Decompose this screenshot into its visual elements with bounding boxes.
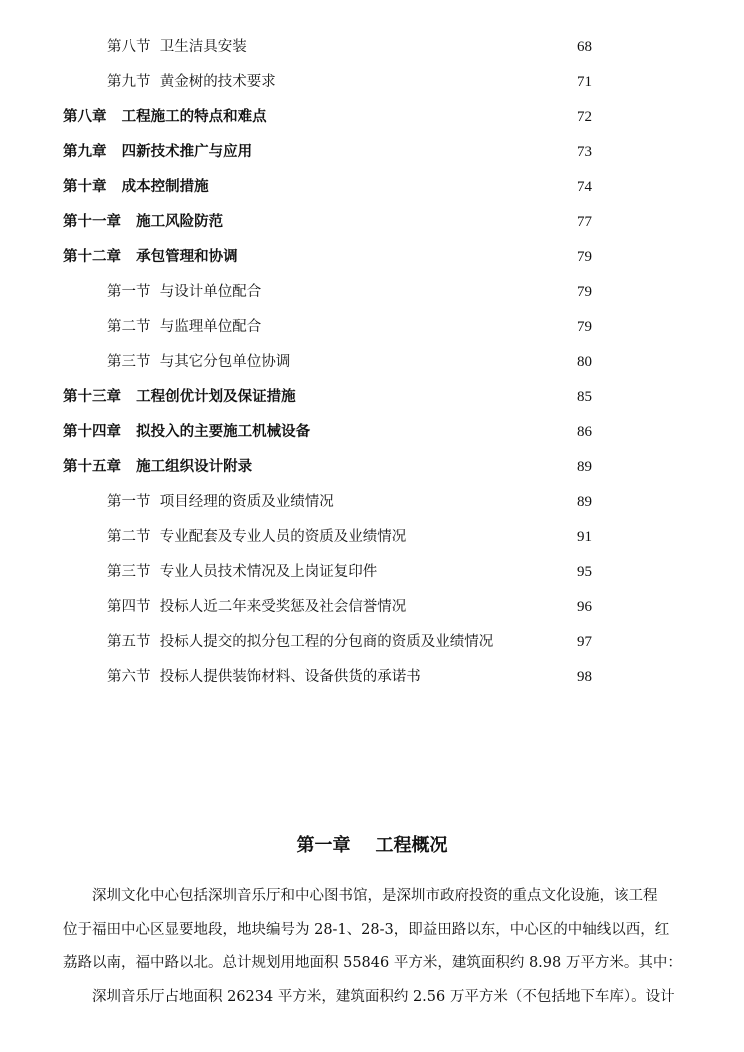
toc-entry-label: 第十三章 工程创优计划及保证措施: [63, 389, 296, 405]
toc-entry-label: 第三节 与其它分包单位协调: [107, 354, 291, 370]
toc-entry[interactable]: [0, 520, 744, 555]
toc-entry-page: 71: [577, 74, 592, 90]
toc-entry-label: 第十一章 施工风险防范: [63, 214, 224, 230]
toc-entry[interactable]: [0, 590, 744, 625]
paragraph-line: 荔路以南，福中路以北。总计规划用地面积 55846 平方米，建筑面积约 8.98 万平方米。其中：: [63, 955, 682, 971]
toc-entry[interactable]: [0, 380, 744, 415]
toc-entry-label: 第五节 投标人提交的拟分包工程的分包商的资质及业绩情况: [107, 634, 494, 650]
toc-entry-label: 第八节 卫生洁具安装: [107, 39, 247, 55]
toc-entry-label: 第四节 投标人近二年来受奖惩及社会信誉情况: [107, 599, 407, 615]
toc-entry-page: 98: [577, 669, 592, 685]
toc-entry[interactable]: [0, 310, 744, 345]
toc-entry-label: 第一节 与设计单位配合: [107, 284, 262, 300]
toc-entry-page: 91: [577, 529, 592, 545]
toc-entry-page: 68: [577, 39, 592, 55]
toc-entry-label: 第二节 专业配套及专业人员的资质及业绩情况: [107, 529, 407, 545]
toc-entry[interactable]: [0, 170, 744, 205]
toc-entry-label: 第十二章 承包管理和协调: [63, 249, 238, 265]
toc-entry[interactable]: [0, 65, 744, 100]
toc-entry-label: 第六节 投标人提供装饰材料、设备供货的承诺书: [107, 669, 421, 685]
toc-entry[interactable]: [0, 275, 744, 310]
toc-entry-page: 79: [577, 284, 592, 300]
toc-entry[interactable]: [0, 555, 744, 590]
toc-entry-page: 86: [577, 424, 592, 440]
toc-entry-page: 74: [577, 179, 592, 195]
toc-entry-page: 95: [577, 564, 592, 580]
toc-entry[interactable]: [0, 625, 744, 660]
toc-entry-label: 第二节 与监理单位配合: [107, 319, 262, 335]
toc-entry-label: 第十五章 施工组织设计附录: [63, 459, 253, 475]
toc-entry[interactable]: [0, 345, 744, 380]
chapter-body: [63, 880, 685, 1014]
toc-entry[interactable]: [0, 30, 744, 65]
toc-entry-label: 第九节 黄金树的技术要求: [107, 74, 276, 90]
toc-entry[interactable]: [0, 135, 744, 170]
toc-entry-label: 第三节 专业人员技术情况及上岗证复印件: [107, 564, 378, 580]
paragraph-line: 深圳文化中心包括深圳音乐厅和中心图书馆，是深圳市政府投资的重点文化设施，该工程: [92, 888, 658, 904]
toc-entry-page: 97: [577, 634, 592, 650]
toc-entry-label: 第一节 项目经理的资质及业绩情况: [107, 494, 334, 510]
toc-entry[interactable]: [0, 100, 744, 135]
toc-entry-label: 第十章 成本控制措施: [63, 179, 209, 195]
toc-entry[interactable]: [0, 450, 744, 485]
toc-entry-label: 第九章 四新技术推广与应用: [63, 144, 253, 160]
toc-entry[interactable]: [0, 660, 744, 695]
table-of-contents: [0, 30, 744, 695]
toc-entry-page: 96: [577, 599, 592, 615]
toc-entry-page: 85: [577, 389, 592, 405]
paragraph-line: 深圳音乐厅占地面积 26234 平方米，建筑面积约 2.56 万平方米（不包括地下车库）。设计: [92, 988, 675, 1005]
paragraph-line: 位于福田中心区显要地段，地块编号为 28-1、28-3，即益田路以东，中心区的中轴线以西，红: [63, 921, 670, 938]
toc-entry-page: 89: [577, 494, 592, 510]
toc-entry[interactable]: [0, 485, 744, 520]
toc-entry-page: 72: [577, 109, 592, 125]
toc-entry[interactable]: [0, 205, 744, 240]
toc-entry-page: 79: [577, 319, 592, 335]
toc-entry[interactable]: [0, 415, 744, 450]
toc-entry-page: 77: [577, 214, 592, 230]
toc-entry-page: 79: [577, 249, 592, 265]
toc-entry-page: 73: [577, 144, 592, 160]
toc-entry[interactable]: [0, 240, 744, 275]
toc-entry-label: 第十四章 拟投入的主要施工机械设备: [63, 424, 311, 440]
toc-entry-page: 80: [577, 354, 592, 370]
toc-entry-page: 89: [577, 459, 592, 475]
toc-entry-label: 第八章 工程施工的特点和难点: [63, 109, 267, 125]
chapter-heading: 第一章 工程概况: [296, 835, 448, 856]
